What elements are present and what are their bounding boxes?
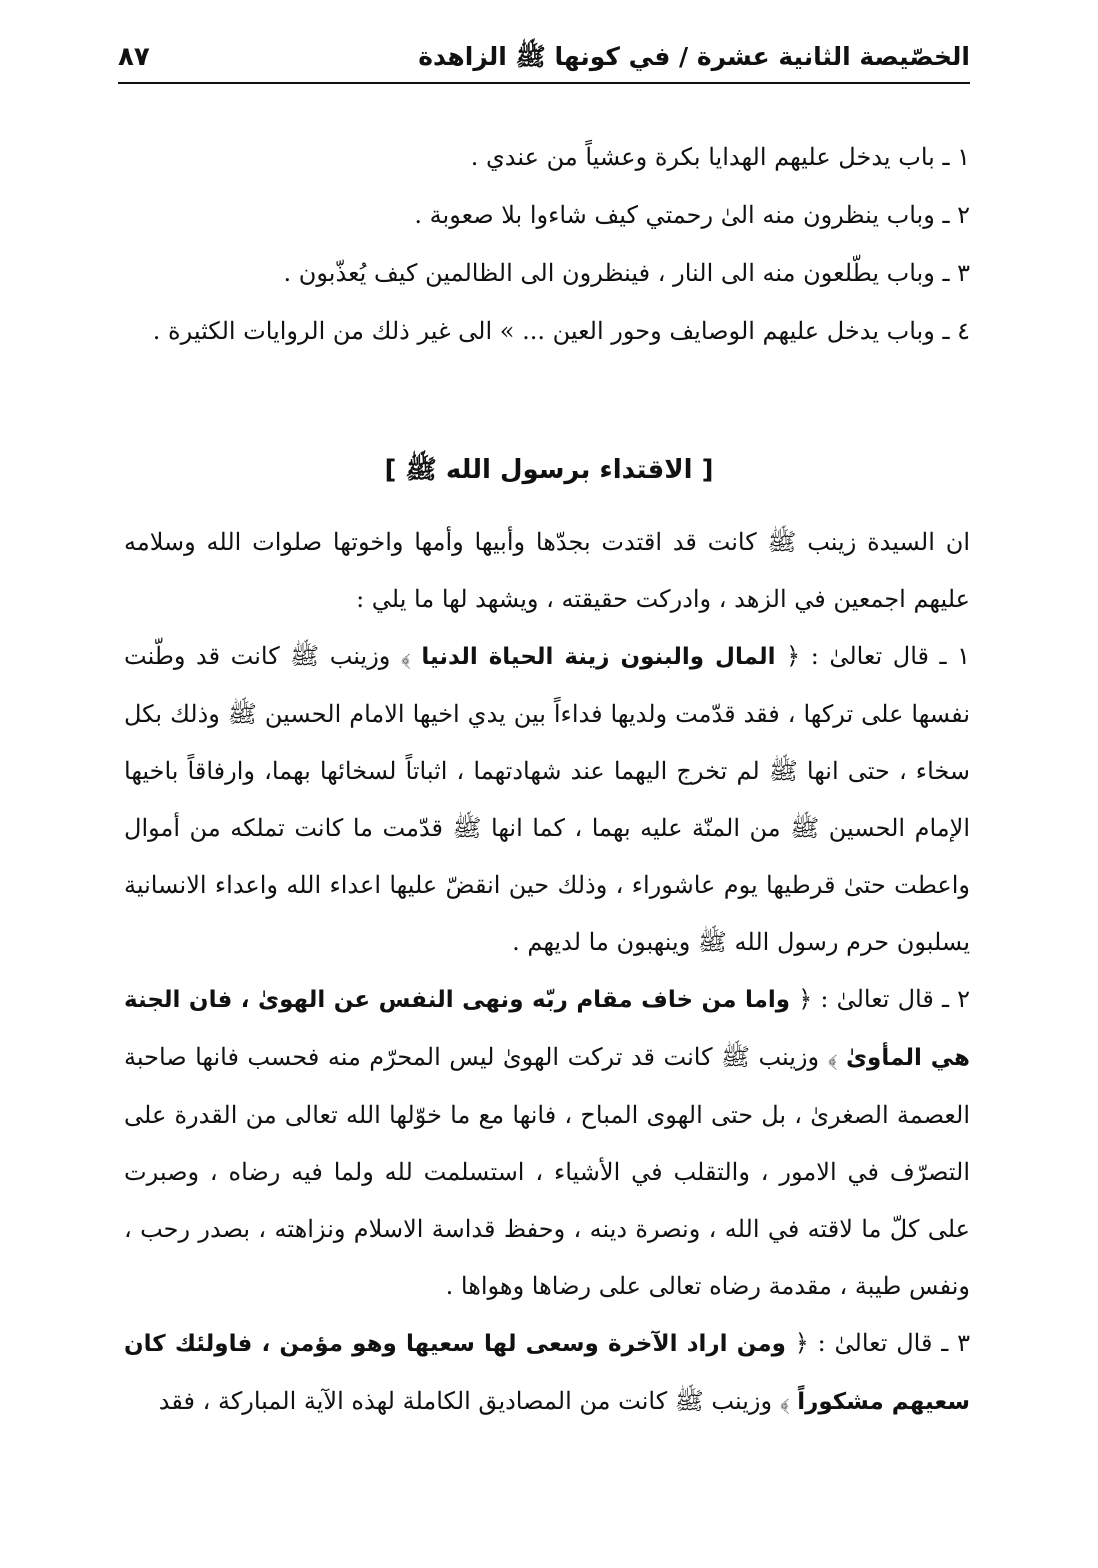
list-item: ٣ ـ وباب يطّلعون منه الى النار ، فينظرون الى الظالمين كيف يُعذّبون . bbox=[283, 259, 970, 287]
point-3-text: ﴾ وزينب ﷺ كانت من المصاديق الكاملة لهذه الآية المباركة ، فقد bbox=[158, 1387, 790, 1415]
gates-list bbox=[124, 128, 970, 360]
point-2-prefix: ٢ ـ قال تعالىٰ : ﴿ bbox=[798, 985, 971, 1013]
list-item: ٤ ـ وباب يدخل عليهم الوصايف وحور العين ... » الى غير ذلك من الروايات الكثيرة . bbox=[152, 317, 970, 345]
running-header bbox=[118, 38, 970, 84]
point-1-prefix: ١ ـ قال تعالىٰ : ﴿ bbox=[786, 642, 970, 670]
point-3-paragraph bbox=[124, 1315, 970, 1431]
section-heading: [ الاقتداء برسول الله ﷺ ] bbox=[384, 455, 714, 485]
page-number: ٨٧ bbox=[118, 42, 150, 72]
body-text bbox=[124, 514, 970, 1431]
point-3-quote: ومن اراد الآخرة وسعى لها سعيها وهو مؤمن ، فاولئك كان سعيهم مشكوراً bbox=[124, 1331, 970, 1415]
point-2-text: ﴾ وزينب ﷺ كانت قد تركت الهوىٰ ليس المحرّم منه فحسب فانها صاحبة العصمة الصغرىٰ ، بل حتى الهوى المباح ، فانها مع ما خوّلها الله تعالى من القدرة على التصرّف في الامور ، والتقلب في الأشياء ، استسلمت لله ولما فيه رضاه ، وصبرت على كلّ ما لاقته في الله ، ونصرة دينه ، وحفظ قداسة الاسلام ونزاهته ، بصدر رحب ، ونفس طيبة ، مقدمة رضاه تعالى على رضاها وهواها . bbox=[124, 1043, 970, 1300]
point-3-prefix: ٣ ـ قال تعالىٰ : ﴿ bbox=[794, 1329, 970, 1357]
point-1-text: ﴾ وزينب ﷺ كانت قد وطّنت نفسها على تركها ، فقد قدّمت ولديها فداءاً بين يدي اخيها الامام الحسين ﷺ وذلك بكل سخاء ، حتى انها ﷺ لم تخرج اليهما عند شهادتهما ، اثباتاً لسخائها بهما، وارفاقاً باخيها الإمام الحسين ﷺ من المنّة عليه بهما ، كما انها ﷺ قدّمت ما كانت تملكه من أموال واعطت حتىٰ قرطيها يوم عاشوراء ، وذلك حين انقضّ عليها اعداء الله واعداء الانسانية يسلبون حرم رسول الله ﷺ وينهبون ما لديهم . bbox=[124, 642, 970, 956]
point-1-paragraph bbox=[124, 628, 970, 971]
list-item: ٢ ـ وباب ينظرون منه الىٰ رحمتي كيف شاءوا بلا صعوبة . bbox=[414, 201, 970, 229]
point-2-quote: واما من خاف مقام ربّه ونهى النفس عن الهوىٰ ، فان الجنة هي المأوىٰ bbox=[124, 987, 970, 1071]
point-1-quote: المال والبنون زينة الحياة الدنيا bbox=[421, 644, 776, 670]
list-item: ١ ـ باب يدخل عليهم الهدايا بكرة وعشياً من عندي . bbox=[470, 143, 970, 171]
intro-paragraph: ان السيدة زينب ﷺ كانت قد اقتدت بجدّها وأبيها وأمها واخوتها صلوات الله وسلامه عليهم اجمعين في الزهد ، وادركت حقيقته ، ويشهد لها ما يلي : bbox=[124, 528, 970, 613]
point-2-paragraph bbox=[124, 971, 970, 1315]
chapter-title: الخصّيصة الثانية عشرة / في كونها ﷺ الزاهدة bbox=[418, 42, 970, 71]
